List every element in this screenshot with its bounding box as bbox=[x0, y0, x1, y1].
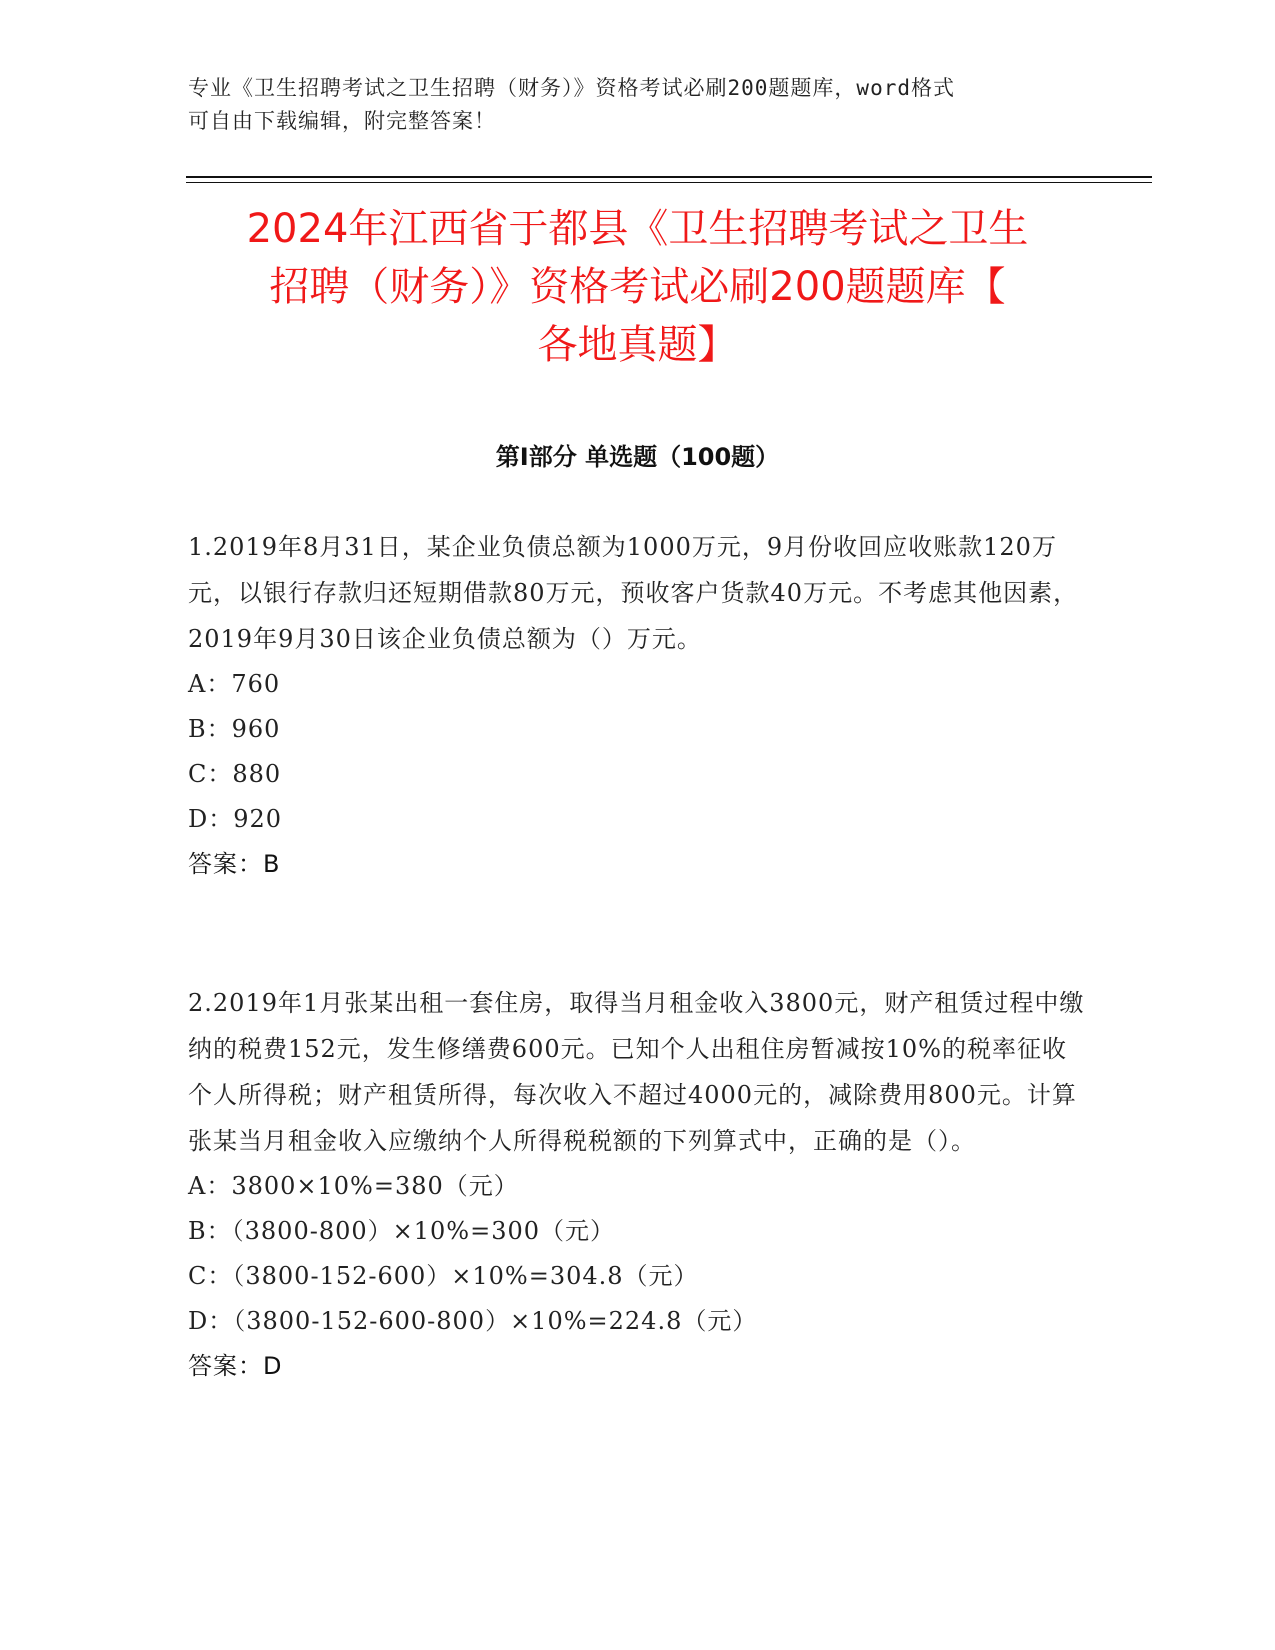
header-rule-thin bbox=[186, 182, 1152, 183]
option-d: D：（3800-152-600-800）×10%=224.8（元） bbox=[188, 1307, 758, 1335]
answer-line: 答案：B bbox=[188, 850, 281, 878]
answer-line: 答案：D bbox=[188, 1352, 283, 1380]
header-rule-thick bbox=[186, 176, 1152, 178]
header-note-line-2: 可自由下载编辑，附完整答案！ bbox=[188, 109, 496, 133]
option-b: B：960 bbox=[188, 715, 281, 743]
header-note-line-1: 专业《卫生招聘考试之卫生招聘（财务）》资格考试必刷200题题库，word格式 bbox=[188, 76, 955, 100]
title-line-1: 2024年江西省于都县《卫生招聘考试之卫生 bbox=[246, 206, 1029, 252]
option-c: C：880 bbox=[188, 760, 282, 788]
option-b: B：（3800-800）×10%=300（元） bbox=[188, 1217, 616, 1245]
title-line-3: 各地真题】 bbox=[537, 322, 738, 368]
question-stem: 2.2019年1月张某出租一套住房，取得当月租金收入3800元，财产租赁过程中缴纳的税费152元，发生修缮费600元。已知个人出租住房暂减按10%的税率征收个人所得税；财产租赁所得，每次收入不超过4000元的，减除费用800元。计算张某当月租金收入应缴纳个人所得税税额的下列算式中，正确的是（）。 bbox=[188, 989, 1085, 1155]
question-2 bbox=[188, 980, 1088, 1389]
option-c: C：（3800-152-600）×10%=304.8（元） bbox=[188, 1262, 699, 1290]
title-line-2: 招聘（财务）》资格考试必刷200题题库【 bbox=[269, 264, 1006, 310]
option-a: A：760 bbox=[188, 670, 281, 698]
document-title bbox=[150, 200, 1125, 374]
question-1 bbox=[188, 524, 1088, 887]
option-a: A：3800×10%=380（元） bbox=[188, 1172, 519, 1200]
section-heading: 第Ⅰ部分 单选题（100题） bbox=[495, 443, 780, 471]
question-stem: 1.2019年8月31日，某企业负债总额为1000万元，9月份收回应收账款120万元，以银行存款归还短期借款80万元，预收客户货款40万元。不考虑其他因素，2019年9月30日该企业负债总额为（）万元。 bbox=[188, 533, 1079, 653]
header-note bbox=[188, 72, 1068, 138]
option-d: D：920 bbox=[188, 805, 283, 833]
